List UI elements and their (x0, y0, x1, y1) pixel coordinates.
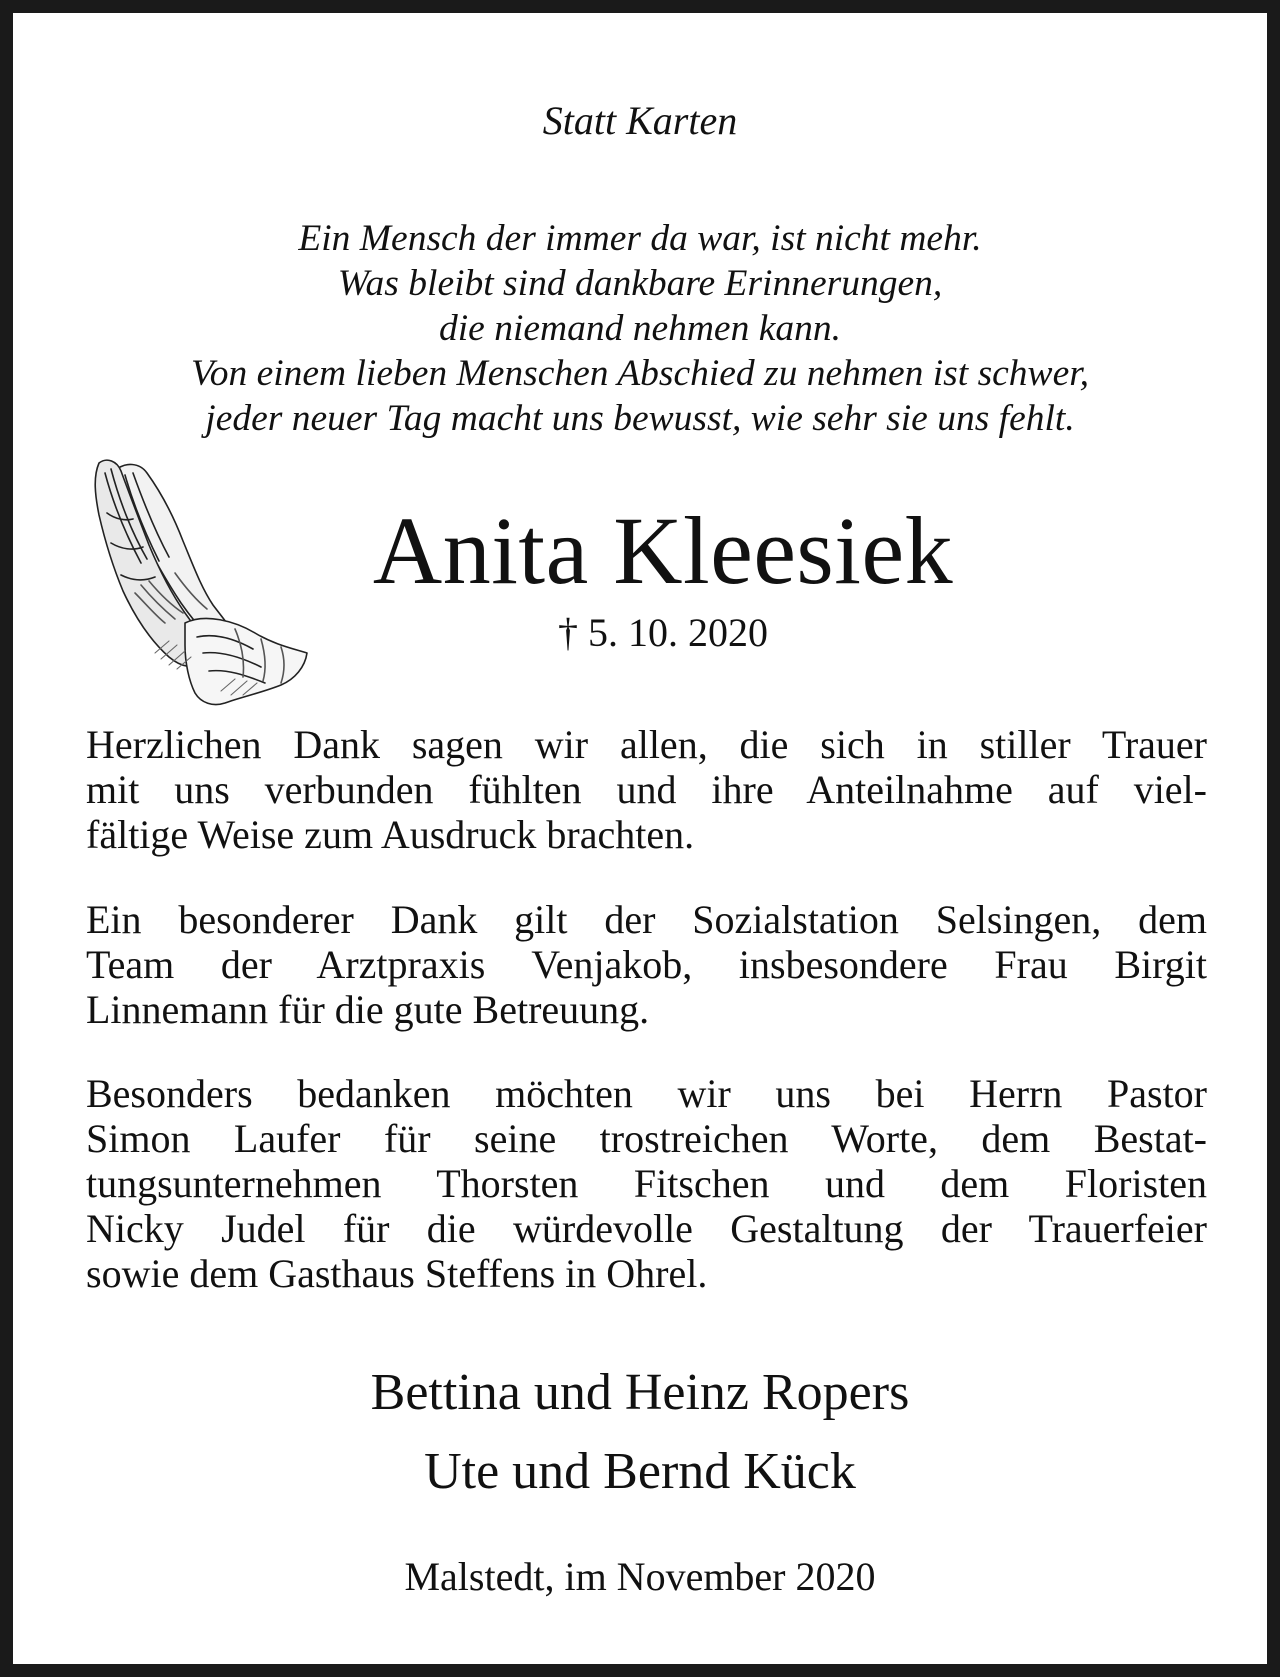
paragraph-line: Team der Arztpraxis Venjakob, insbesondere Frau Birgit (86, 942, 1207, 987)
poem (13, 216, 1267, 441)
poem-line: Von einem lieben Menschen Abschied zu nehmen ist schwer, (190, 353, 1090, 394)
signers (13, 1353, 1267, 1511)
paragraph-line: Besonders bedanken möchten wir uns bei Herrn Pastor (86, 1071, 1207, 1116)
paragraph-line: Simon Laufer für seine trostreichen Worte, dem Bestat- (86, 1116, 1207, 1161)
paragraph-line: Ein besonderer Dank gilt der Sozialstation Selsingen, dem (86, 897, 1207, 942)
paragraph-line: mit uns verbunden fühlten und ihre Anteilnahme auf viel- (86, 767, 1207, 812)
signer-line: Ute und Bernd Kück (424, 1443, 856, 1500)
poem-line: Was bleibt sind dankbare Erinnerungen, (337, 263, 943, 304)
thanks-paragraph-3 (86, 1071, 1207, 1296)
poem-line: jeder neuer Tag macht uns bewusst, wie sehr sie uns fehlt. (205, 398, 1075, 439)
paragraph-line: Linnemann für die gute Betreuung. (86, 987, 650, 1032)
paragraph-line: fältige Weise zum Ausdruck brachten. (86, 812, 695, 857)
paragraph-line: Nicky Judel für die würdevolle Gestaltung der Trauerfeier (86, 1206, 1207, 1251)
poem-line: Ein Mensch der immer da war, ist nicht mehr. (298, 218, 982, 259)
thanks-paragraph-2 (86, 897, 1207, 1032)
place-date: Malstedt, im November 2020 (404, 1554, 876, 1599)
praying-hands-icon (85, 453, 311, 711)
paragraph-line: Herzlichen Dank sagen wir allen, die sich in stiller Trauer (86, 722, 1207, 767)
paragraph-line: sowie dem Gasthaus Steffens in Ohrel. (86, 1251, 708, 1296)
death-date: † 5. 10. 2020 (558, 610, 768, 655)
poem-line: die niemand nehmen kann. (439, 308, 841, 349)
paragraph-line: tungsunternehmen Thorsten Fitschen und dem Floristen (86, 1161, 1207, 1206)
deceased-name: Anita Kleesiek (372, 497, 954, 604)
thanks-paragraph-1 (86, 722, 1207, 857)
signer-line: Bettina und Heinz Ropers (370, 1364, 910, 1421)
header-text: Statt Karten (542, 98, 738, 143)
